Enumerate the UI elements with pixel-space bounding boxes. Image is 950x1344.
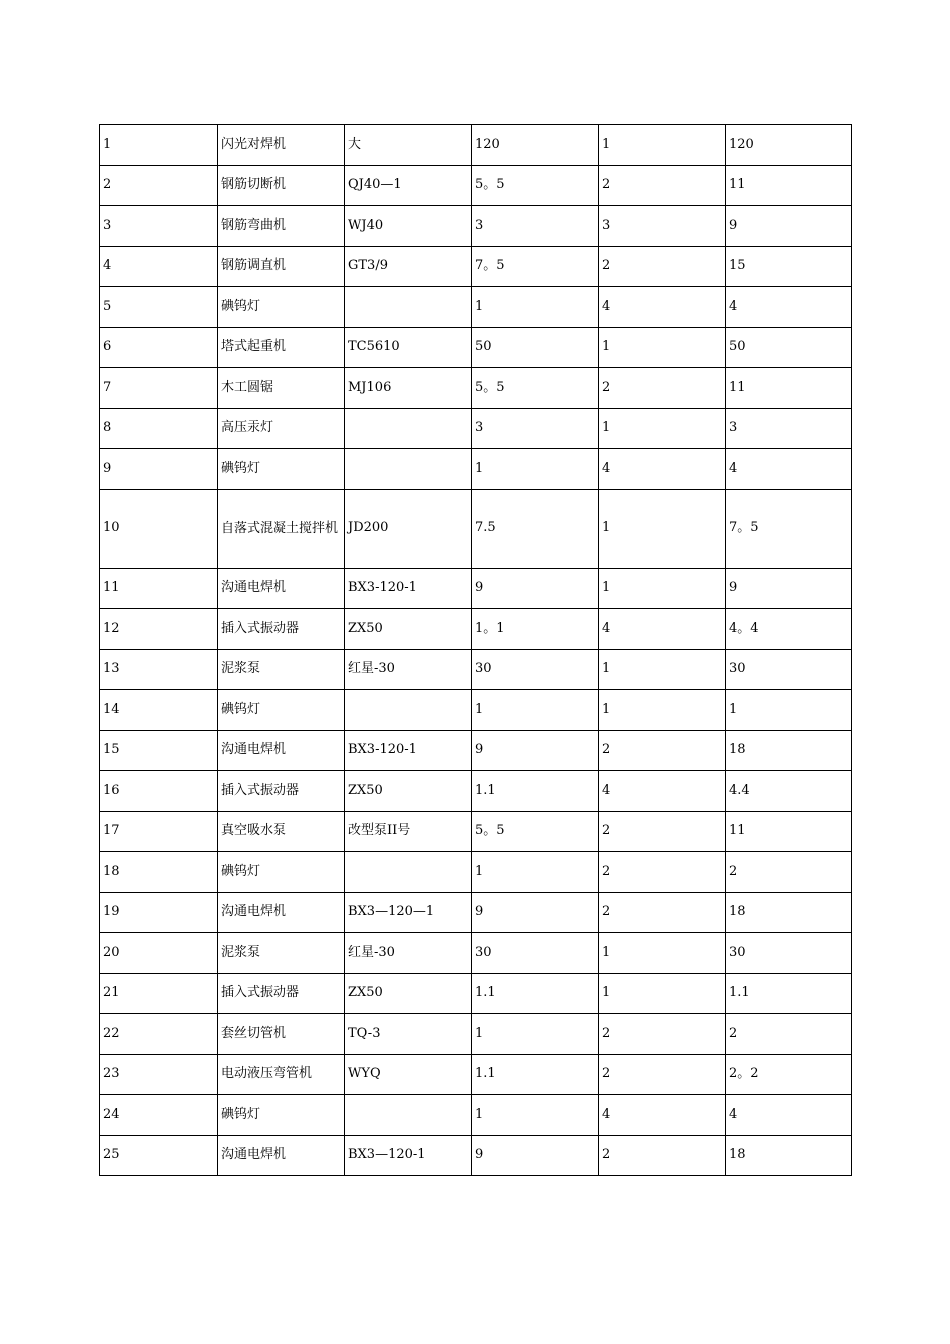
model-cell: ZX50 [345,973,472,1014]
row-number-cell: 1 [100,125,218,166]
model-cell [345,287,472,328]
total-power-cell: 4 [726,1095,852,1136]
row-number-cell: 20 [100,933,218,974]
total-power-cell: 9 [726,206,852,247]
model-cell: BX3-120-1 [345,568,472,609]
row-number-cell: 18 [100,852,218,893]
rated-power-cell: 5。5 [472,811,599,852]
model-cell: BX3—120-1 [345,1135,472,1176]
row-number-cell: 7 [100,368,218,409]
equipment-name-cell: 套丝切管机 [218,1014,345,1055]
equipment-name-cell: 钢筋切断机 [218,165,345,206]
table-row [100,771,852,812]
table-row [100,892,852,933]
table-row [100,1054,852,1095]
quantity-cell: 4 [599,449,726,490]
rated-power-cell: 1 [472,1095,599,1136]
table-row [100,327,852,368]
equipment-table [99,124,852,1176]
table-row [100,973,852,1014]
row-number-cell: 19 [100,892,218,933]
quantity-cell: 2 [599,1054,726,1095]
table-row [100,811,852,852]
model-cell: TQ-3 [345,1014,472,1055]
table-row [100,489,852,568]
row-number-cell: 6 [100,327,218,368]
row-number-cell: 23 [100,1054,218,1095]
equipment-name-cell: 泥浆泵 [218,933,345,974]
equipment-name-cell: 插入式振动器 [218,771,345,812]
model-cell: BX3-120-1 [345,730,472,771]
model-cell: JD200 [345,489,472,568]
quantity-cell: 1 [599,690,726,731]
equipment-name-cell: 钢筋弯曲机 [218,206,345,247]
row-number-cell: 2 [100,165,218,206]
rated-power-cell: 5。5 [472,368,599,409]
equipment-name-cell: 木工圆锯 [218,368,345,409]
equipment-name-cell: 插入式振动器 [218,609,345,650]
total-power-cell: 4。4 [726,609,852,650]
rated-power-cell: 3 [472,206,599,247]
table-row [100,1014,852,1055]
total-power-cell: 30 [726,649,852,690]
equipment-name-cell: 钢筋调直机 [218,246,345,287]
table-row [100,852,852,893]
quantity-cell: 1 [599,125,726,166]
total-power-cell: 18 [726,1135,852,1176]
table-row [100,125,852,166]
rated-power-cell: 1 [472,852,599,893]
rated-power-cell: 1 [472,690,599,731]
table-row [100,1095,852,1136]
total-power-cell: 30 [726,933,852,974]
rated-power-cell: 1 [472,1014,599,1055]
table-row [100,933,852,974]
model-cell: WJ40 [345,206,472,247]
rated-power-cell: 9 [472,1135,599,1176]
equipment-name-cell: 插入式振动器 [218,973,345,1014]
row-number-cell: 15 [100,730,218,771]
total-power-cell: 4.4 [726,771,852,812]
equipment-name-cell: 碘钨灯 [218,690,345,731]
quantity-cell: 1 [599,408,726,449]
equipment-name-cell: 沟通电焊机 [218,1135,345,1176]
equipment-name-cell: 塔式起重机 [218,327,345,368]
rated-power-cell: 1.1 [472,973,599,1014]
equipment-name-cell: 高压汞灯 [218,408,345,449]
table-row [100,246,852,287]
table-row [100,609,852,650]
rated-power-cell: 1 [472,287,599,328]
rated-power-cell: 1.1 [472,771,599,812]
quantity-cell: 1 [599,489,726,568]
equipment-name-cell: 沟通电焊机 [218,568,345,609]
row-number-cell: 17 [100,811,218,852]
model-cell: 红星-30 [345,933,472,974]
row-number-cell: 9 [100,449,218,490]
equipment-name-cell: 碘钨灯 [218,1095,345,1136]
row-number-cell: 21 [100,973,218,1014]
equipment-name-cell: 自落式混凝土搅拌机 [218,489,345,568]
equipment-name-cell: 沟通电焊机 [218,892,345,933]
model-cell [345,449,472,490]
total-power-cell: 4 [726,449,852,490]
row-number-cell: 10 [100,489,218,568]
rated-power-cell: 1 [472,449,599,490]
rated-power-cell: 1.1 [472,1054,599,1095]
rated-power-cell: 1。1 [472,609,599,650]
model-cell [345,690,472,731]
equipment-name-cell: 碘钨灯 [218,852,345,893]
table-row [100,1135,852,1176]
row-number-cell: 13 [100,649,218,690]
equipment-name-cell: 闪光对焊机 [218,125,345,166]
model-cell: TC5610 [345,327,472,368]
quantity-cell: 1 [599,973,726,1014]
equipment-table-body [100,125,852,1176]
rated-power-cell: 9 [472,730,599,771]
model-cell: 大 [345,125,472,166]
table-row [100,408,852,449]
rated-power-cell: 9 [472,892,599,933]
table-row [100,287,852,328]
model-cell [345,852,472,893]
quantity-cell: 2 [599,165,726,206]
quantity-cell: 2 [599,246,726,287]
rated-power-cell: 5。5 [472,165,599,206]
row-number-cell: 3 [100,206,218,247]
model-cell [345,1095,472,1136]
total-power-cell: 11 [726,811,852,852]
rated-power-cell: 3 [472,408,599,449]
quantity-cell: 4 [599,609,726,650]
total-power-cell: 120 [726,125,852,166]
total-power-cell: 50 [726,327,852,368]
row-number-cell: 8 [100,408,218,449]
equipment-name-cell: 电动液压弯管机 [218,1054,345,1095]
quantity-cell: 1 [599,649,726,690]
rated-power-cell: 50 [472,327,599,368]
table-row [100,690,852,731]
quantity-cell: 1 [599,933,726,974]
model-cell: WYQ [345,1054,472,1095]
table-row [100,206,852,247]
total-power-cell: 2。2 [726,1054,852,1095]
row-number-cell: 22 [100,1014,218,1055]
total-power-cell: 3 [726,408,852,449]
quantity-cell: 4 [599,771,726,812]
equipment-name-cell: 沟通电焊机 [218,730,345,771]
total-power-cell: 11 [726,165,852,206]
total-power-cell: 1 [726,690,852,731]
table-row [100,449,852,490]
row-number-cell: 5 [100,287,218,328]
model-cell: ZX50 [345,771,472,812]
table-row [100,730,852,771]
equipment-name-cell: 泥浆泵 [218,649,345,690]
quantity-cell: 2 [599,892,726,933]
table-row [100,568,852,609]
row-number-cell: 11 [100,568,218,609]
quantity-cell: 2 [599,852,726,893]
quantity-cell: 2 [599,730,726,771]
total-power-cell: 1.1 [726,973,852,1014]
rated-power-cell: 7。5 [472,246,599,287]
total-power-cell: 9 [726,568,852,609]
model-cell: MJ106 [345,368,472,409]
model-cell: QJ40—1 [345,165,472,206]
quantity-cell: 4 [599,287,726,328]
model-cell: 红星-30 [345,649,472,690]
quantity-cell: 2 [599,1135,726,1176]
total-power-cell: 11 [726,368,852,409]
equipment-name-cell: 碘钨灯 [218,449,345,490]
quantity-cell: 4 [599,1095,726,1136]
model-cell: BX3—120—1 [345,892,472,933]
total-power-cell: 4 [726,287,852,328]
row-number-cell: 4 [100,246,218,287]
total-power-cell: 15 [726,246,852,287]
model-cell [345,408,472,449]
row-number-cell: 25 [100,1135,218,1176]
total-power-cell: 18 [726,892,852,933]
model-cell: ZX50 [345,609,472,650]
table-row [100,368,852,409]
total-power-cell: 2 [726,1014,852,1055]
rated-power-cell: 30 [472,933,599,974]
row-number-cell: 14 [100,690,218,731]
equipment-name-cell: 碘钨灯 [218,287,345,328]
rated-power-cell: 30 [472,649,599,690]
row-number-cell: 12 [100,609,218,650]
rated-power-cell: 9 [472,568,599,609]
model-cell: GT3/9 [345,246,472,287]
row-number-cell: 24 [100,1095,218,1136]
table-row [100,165,852,206]
quantity-cell: 2 [599,368,726,409]
row-number-cell: 16 [100,771,218,812]
rated-power-cell: 7.5 [472,489,599,568]
equipment-name-cell: 真空吸水泵 [218,811,345,852]
model-cell: 改型泵II号 [345,811,472,852]
quantity-cell: 1 [599,568,726,609]
rated-power-cell: 120 [472,125,599,166]
total-power-cell: 7。5 [726,489,852,568]
total-power-cell: 18 [726,730,852,771]
quantity-cell: 2 [599,811,726,852]
quantity-cell: 1 [599,327,726,368]
quantity-cell: 3 [599,206,726,247]
total-power-cell: 2 [726,852,852,893]
table-row [100,649,852,690]
quantity-cell: 2 [599,1014,726,1055]
